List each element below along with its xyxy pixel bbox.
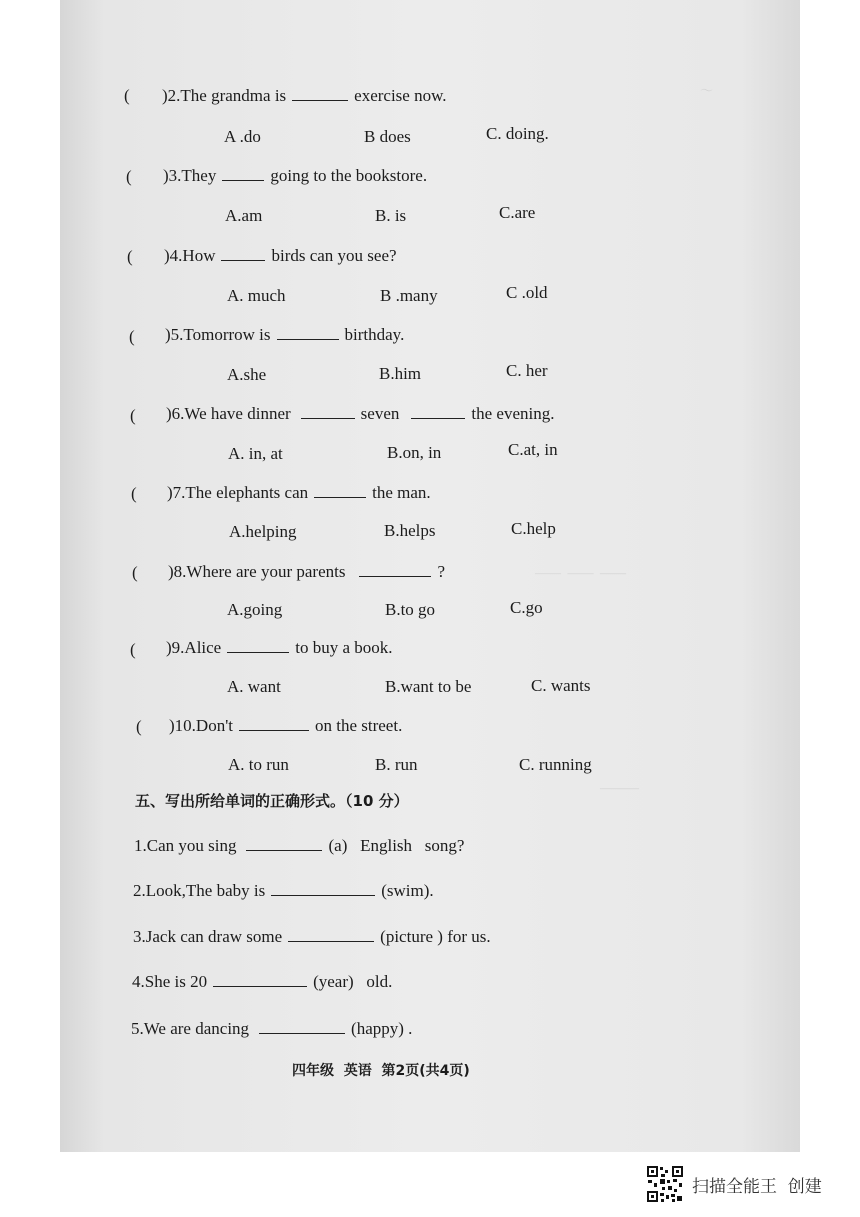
answer-bracket: ( [129, 327, 135, 346]
scanner-watermark: 扫描全能王 创建 [692, 1177, 822, 1197]
option-b: B.helps [384, 521, 436, 540]
answer-bracket: ( [131, 484, 137, 503]
question-text: exercise now. [354, 86, 447, 105]
option-a: A. want [227, 677, 281, 696]
answer-bracket: ( [126, 167, 132, 186]
option-b: B. run [375, 755, 418, 774]
question-text: seven [360, 404, 400, 423]
question-text: )6.We have dinner [166, 404, 291, 423]
question-text: )5.Tomorrow is [165, 325, 271, 344]
question-stem [167, 483, 431, 503]
option-a: A.she [227, 365, 267, 384]
question-text: on the street. [314, 716, 403, 735]
question-text: )10.Don't [169, 716, 233, 735]
answer-blank [259, 1019, 345, 1034]
option-b: B .many [380, 286, 438, 305]
option-c: C.help [511, 519, 556, 538]
answer-blank [288, 927, 374, 942]
option-b: B.to go [385, 600, 436, 619]
fill-item-text: (a) English song? [328, 836, 465, 855]
answer-blank [221, 246, 265, 261]
fill-item [131, 1019, 412, 1039]
question-text: )4.How [164, 246, 216, 265]
fill-item [132, 972, 392, 992]
option-b: B.him [379, 364, 422, 383]
question-text: )8.Where are your parents [168, 562, 346, 581]
fill-item-text: 1.Can you sing [134, 836, 237, 855]
answer-bracket: ( [136, 717, 142, 736]
answer-blank [271, 881, 375, 896]
fill-item [133, 927, 491, 947]
question-text: the evening. [471, 404, 555, 423]
question-text: )9.Alice [166, 638, 222, 657]
fill-item-text: (happy) . [351, 1019, 413, 1038]
fill-item-text: 4.She is 20 [132, 972, 208, 991]
answer-bracket: ( [130, 640, 136, 659]
question-text: )2.The grandma is [162, 86, 287, 105]
option-c: C.at, in [508, 440, 558, 459]
answer-blank [246, 836, 322, 851]
option-c: C. wants [531, 676, 591, 695]
fill-item [134, 836, 464, 856]
option-c: C .old [506, 283, 548, 302]
question-stem [165, 325, 404, 345]
option-a: A. to run [228, 755, 289, 774]
show-through-mark: ～ [700, 83, 714, 98]
fill-item-text: (swim). [381, 881, 434, 900]
page-footer: 四年级 英语 第2页(共4页) [292, 1063, 470, 1079]
qr-code-icon [646, 1165, 684, 1203]
answer-bracket: ( [124, 86, 130, 105]
option-a: A. much [227, 286, 286, 305]
answer-blank [359, 562, 431, 577]
option-c: C.are [499, 203, 536, 222]
question-stem [164, 246, 397, 266]
fill-item-text: 2.Look,The baby is [133, 881, 266, 900]
answer-blank [213, 972, 307, 987]
option-c: C. doing. [486, 124, 549, 143]
option-a: A.am [225, 206, 263, 225]
fill-item-text: (picture ) for us. [380, 927, 491, 946]
option-a: A .do [224, 127, 261, 146]
option-b: B.want to be [385, 677, 472, 696]
option-b: B. is [375, 206, 407, 225]
fill-item-text: (year) old. [313, 972, 393, 991]
answer-bracket: ( [132, 563, 138, 582]
question-text: going to the bookstore. [270, 166, 428, 185]
answer-blank [301, 404, 355, 419]
fill-item [133, 881, 434, 901]
option-b: B.on, in [387, 443, 442, 462]
question-stem [169, 716, 402, 736]
question-stem [166, 404, 554, 424]
question-text: the man. [372, 483, 431, 502]
option-b: B does [364, 127, 411, 146]
question-text: to buy a book. [295, 638, 393, 657]
show-through-mark: ——— [600, 780, 639, 795]
option-a: A. in, at [228, 444, 283, 463]
question-stem [163, 166, 427, 186]
option-c: C. her [506, 361, 548, 380]
question-stem [166, 638, 393, 658]
answer-blank [227, 638, 289, 653]
option-c: C.go [510, 598, 543, 617]
fill-item-text: 3.Jack can draw some [133, 927, 283, 946]
option-c: C. running [519, 755, 592, 774]
option-a: A.going [227, 600, 283, 619]
section-heading: 五、写出所给单词的正确形式。（10 分） [135, 792, 409, 810]
answer-blank [277, 325, 339, 340]
answer-blank [292, 86, 348, 101]
question-text: ? [437, 562, 446, 581]
question-text: )3.They [163, 166, 217, 185]
show-through-mark: —— —— —— [535, 565, 626, 580]
fill-item-text: 5.We are dancing [131, 1019, 250, 1038]
answer-blank [314, 483, 366, 498]
question-stem [162, 86, 447, 106]
answer-blank [239, 716, 309, 731]
question-text: birds can you see? [271, 246, 397, 265]
question-stem [168, 562, 445, 582]
question-text: birthday. [344, 325, 405, 344]
option-a: A.helping [229, 522, 297, 541]
question-text: )7.The elephants can [167, 483, 309, 502]
answer-bracket: ( [130, 406, 136, 425]
answer-bracket: ( [127, 247, 133, 266]
answer-blank [411, 404, 465, 419]
answer-blank [222, 166, 264, 181]
